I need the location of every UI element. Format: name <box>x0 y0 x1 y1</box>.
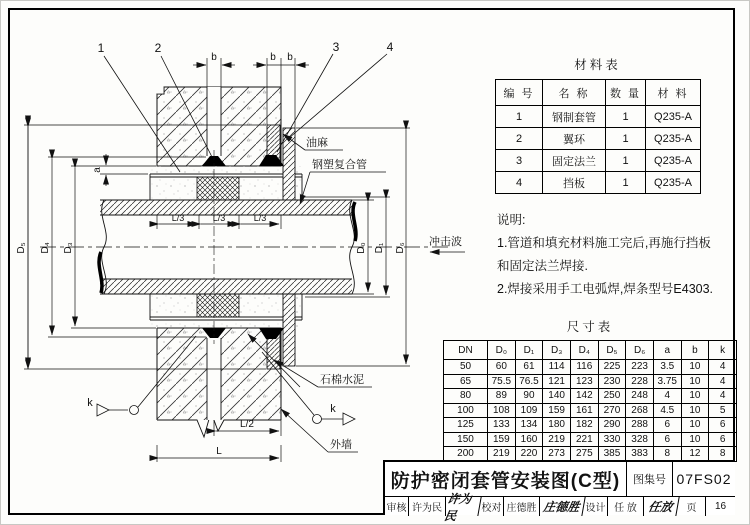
title-block-row1 <box>385 462 735 497</box>
proofreader-signature: 庄德胜 <box>538 497 585 516</box>
proofread-label: 校对 <box>480 497 504 516</box>
table-cell: 161 <box>570 403 598 418</box>
table-cell: 10 <box>681 374 709 389</box>
table-cell: 75.5 <box>488 374 516 389</box>
table-row <box>444 403 737 418</box>
column-header: 名 称 <box>543 80 606 106</box>
table-cell: 109 <box>515 403 543 418</box>
table-cell: 90 <box>515 389 543 404</box>
table-cell: 250 <box>598 389 626 404</box>
drawing-title: 防护密闭套管安装图(C型) <box>385 462 627 496</box>
dim-d0: D₀ <box>356 242 367 254</box>
table-cell: Q235-A <box>646 150 701 172</box>
table-cell: 4.5 <box>653 403 681 418</box>
review-label: 审核 <box>385 497 409 516</box>
page-number: 16 <box>714 501 727 512</box>
column-header: b <box>681 341 709 360</box>
table-cell: 8 <box>709 447 737 462</box>
table-cell: Q235-A <box>646 128 701 150</box>
table-cell: 4 <box>709 389 737 404</box>
table-cell: 钢制套管 <box>543 106 606 128</box>
dim-d4: D₄ <box>40 242 51 254</box>
table-cell: 200 <box>444 447 488 462</box>
column-header: DN <box>444 341 488 360</box>
label-oakum: 油麻 <box>306 137 328 149</box>
table-cell: 225 <box>598 360 626 375</box>
table-cell: 133 <box>488 418 516 433</box>
table-cell: 182 <box>570 418 598 433</box>
table-cell: 89 <box>488 389 516 404</box>
table-cell: 50 <box>444 360 488 375</box>
table-cell: 219 <box>488 447 516 462</box>
table-cell: 328 <box>626 432 654 447</box>
table-cell: 121 <box>543 374 571 389</box>
table-row <box>444 374 737 389</box>
dim-a: a <box>92 167 103 173</box>
table-cell: 290 <box>598 418 626 433</box>
column-header: 编 号 <box>496 80 543 106</box>
table-row <box>496 128 701 150</box>
column-header: D₀ <box>488 341 516 360</box>
table-row <box>444 389 737 404</box>
table-cell: 5 <box>709 403 737 418</box>
table-row <box>496 106 701 128</box>
dim-l3: L/3 <box>171 213 185 223</box>
dim-l2: L/2 <box>240 419 254 430</box>
table-cell: 10 <box>681 360 709 375</box>
column-header: D₁ <box>515 341 543 360</box>
table-cell: 4 <box>496 172 543 194</box>
table-cell: 挡板 <box>543 172 606 194</box>
table-cell: 4 <box>709 360 737 375</box>
designer-name: 任 放 <box>608 497 644 516</box>
label-asbestos-cement: 石棉水泥 <box>320 374 364 386</box>
table-cell: 114 <box>543 360 571 375</box>
column-header: a <box>653 341 681 360</box>
table-cell: 270 <box>598 403 626 418</box>
callout-1: 1 <box>97 41 105 55</box>
column-header: D₃ <box>543 341 571 360</box>
table-cell: 4 <box>653 389 681 404</box>
table-cell: 180 <box>543 418 571 433</box>
title-block-row2 <box>385 491 735 523</box>
table-cell: 6 <box>709 418 737 433</box>
table-cell: 134 <box>515 418 543 433</box>
table-cell: 61 <box>515 360 543 375</box>
weld-k-left: k <box>87 397 93 409</box>
table-cell: 160 <box>515 432 543 447</box>
table-cell: 116 <box>570 360 598 375</box>
dim-d1: D₁ <box>374 242 385 254</box>
material-table <box>495 79 701 194</box>
material-table-section <box>495 55 700 194</box>
table-cell: 268 <box>626 403 654 418</box>
dim-l3: L/3 <box>253 213 267 223</box>
dim-b: b <box>211 52 217 63</box>
note-line: 1.管道和填充材料施工完后,再施行挡板 <box>497 236 711 250</box>
label-composite-pipe: 钢塑复合管 <box>312 159 367 171</box>
notes-section <box>497 209 742 301</box>
table-cell: 2 <box>496 128 543 150</box>
column-header: 材 料 <box>646 80 701 106</box>
table-cell: 10 <box>681 432 709 447</box>
table-cell: 76.5 <box>515 374 543 389</box>
table-cell: 60 <box>488 360 516 375</box>
callout-2: 2 <box>154 41 162 55</box>
dim-d6: D₆ <box>395 242 406 254</box>
dim-l3: L/3 <box>212 213 226 223</box>
table-header-row <box>444 341 737 360</box>
design-label: 设计 <box>584 497 608 516</box>
table-cell: 4 <box>709 374 737 389</box>
table-cell: 3 <box>496 150 543 172</box>
notes-title: 说明: <box>497 213 526 227</box>
table-cell: 159 <box>543 403 571 418</box>
callout-4: 4 <box>386 40 394 54</box>
reviewer-name: 许为民 <box>409 497 446 516</box>
material-table-title: 材料表 <box>574 58 621 72</box>
label-shock-wave: 冲击波 <box>429 236 462 248</box>
table-row <box>444 360 737 375</box>
note-line: 2.焊接采用手工电弧焊,焊条型号E4303. <box>497 282 714 296</box>
table-cell: 220 <box>515 447 543 462</box>
table-cell: 150 <box>444 432 488 447</box>
table-cell: 1 <box>496 106 543 128</box>
size-table-title: 尺寸表 <box>566 320 614 334</box>
table-cell: 108 <box>488 403 516 418</box>
table-cell: 142 <box>570 389 598 404</box>
table-cell: 330 <box>598 432 626 447</box>
table-cell: 219 <box>543 432 571 447</box>
table-cell: 3.75 <box>653 374 681 389</box>
table-cell: 65 <box>444 374 488 389</box>
table-cell: 223 <box>626 360 654 375</box>
column-header: D₄ <box>570 341 598 360</box>
table-cell: Q235-A <box>646 106 701 128</box>
wall-section <box>157 87 281 437</box>
column-header: D₆ <box>626 341 654 360</box>
dim-b: b <box>270 52 276 63</box>
table-row <box>444 418 737 433</box>
table-header-row <box>496 80 701 106</box>
size-table <box>443 340 737 462</box>
label-exterior-wall: 外墙 <box>330 439 352 451</box>
title-block <box>383 460 735 523</box>
dim-l: L <box>216 446 222 457</box>
table-cell: 1 <box>606 128 646 150</box>
table-row <box>444 447 737 462</box>
table-cell: 221 <box>570 432 598 447</box>
table-cell: 228 <box>626 374 654 389</box>
reviewer-signature: 许为民 <box>444 497 481 516</box>
callout-3: 3 <box>332 40 340 54</box>
table-cell: 248 <box>626 389 654 404</box>
column-header: D₅ <box>598 341 626 360</box>
table-cell: 123 <box>570 374 598 389</box>
table-cell: 288 <box>626 418 654 433</box>
column-header: k <box>709 341 737 360</box>
table-cell: Q235-A <box>646 172 701 194</box>
size-table-section <box>443 317 737 462</box>
table-cell: 10 <box>681 389 709 404</box>
dim-d3: D₃ <box>63 242 74 254</box>
table-cell: 1 <box>606 150 646 172</box>
page-label: 页 <box>678 497 706 516</box>
table-cell: 1 <box>606 172 646 194</box>
table-cell: 6 <box>653 432 681 447</box>
table-cell: 6 <box>709 432 737 447</box>
table-cell: 翼环 <box>543 128 606 150</box>
column-header: 数 量 <box>606 80 646 106</box>
weld-k-right: k <box>330 403 336 415</box>
table-cell: 10 <box>681 403 709 418</box>
table-cell: 125 <box>444 418 488 433</box>
table-cell: 8 <box>653 447 681 462</box>
table-cell: 383 <box>626 447 654 462</box>
table-cell: 固定法兰 <box>543 150 606 172</box>
table-cell: 1 <box>606 106 646 128</box>
table-cell: 385 <box>598 447 626 462</box>
table-cell: 12 <box>681 447 709 462</box>
atlas-number-label: 图集号 <box>627 462 673 496</box>
table-cell: 159 <box>488 432 516 447</box>
table-row <box>496 150 701 172</box>
designer-signature: 任放 <box>642 497 679 516</box>
table-cell: 275 <box>570 447 598 462</box>
table-cell: 80 <box>444 389 488 404</box>
dim-d5: D₅ <box>16 242 27 254</box>
table-row <box>444 432 737 447</box>
note-line: 和固定法兰焊接. <box>497 259 588 273</box>
notes-lines <box>497 232 742 301</box>
table-cell: 140 <box>543 389 571 404</box>
proofreader-name: 庄德胜 <box>504 497 540 516</box>
table-cell: 10 <box>681 418 709 433</box>
dim-b: b <box>287 52 293 63</box>
table-cell: 230 <box>598 374 626 389</box>
table-cell: 6 <box>653 418 681 433</box>
table-row <box>496 172 701 194</box>
table-cell: 3.5 <box>653 360 681 375</box>
table-cell: 273 <box>543 447 571 462</box>
atlas-number-value: 07FS02 <box>676 471 732 487</box>
table-cell: 100 <box>444 403 488 418</box>
